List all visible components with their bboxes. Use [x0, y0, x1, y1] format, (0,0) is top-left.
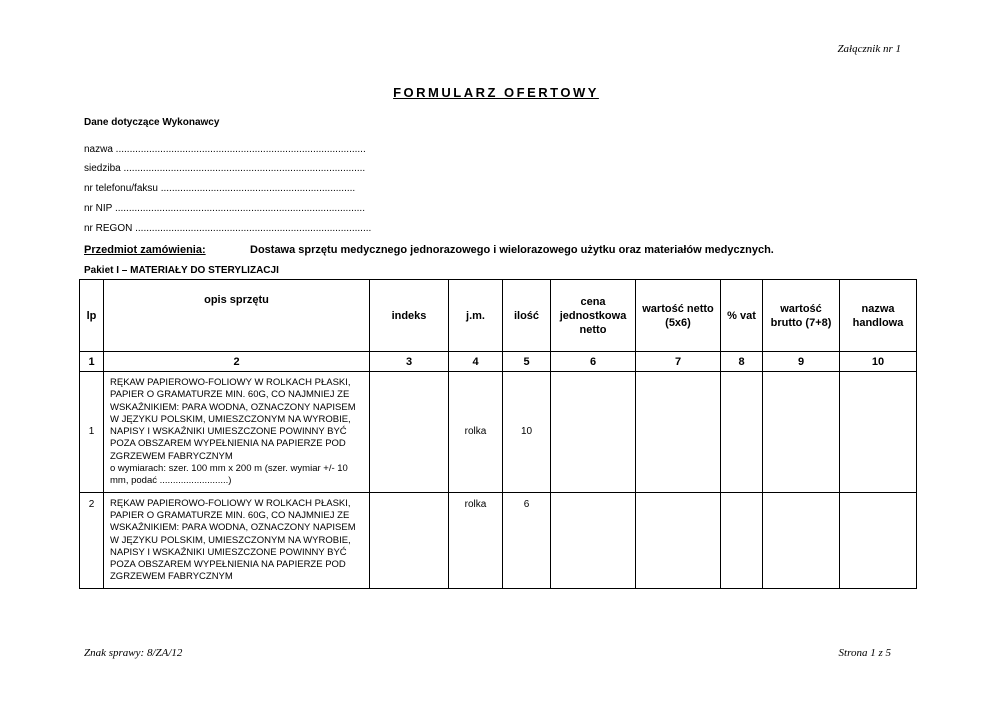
row-trade-name-cell[interactable]: [840, 372, 917, 493]
field-name[interactable]: nazwa ..........................................................................................: [84, 144, 366, 155]
column-number: 6: [551, 352, 636, 372]
row-unit: rolka: [449, 492, 503, 588]
page-number: Strona 1 z 5: [838, 647, 891, 659]
table-row: [80, 492, 917, 588]
field-phone-fax[interactable]: nr telefonu/faksu ......................................................................: [84, 183, 356, 194]
field-nip[interactable]: nr NIP ..........................................................................................: [84, 203, 365, 214]
row-unit: rolka: [449, 372, 503, 493]
column-number: 3: [370, 352, 449, 372]
header-vat: % vat: [721, 280, 763, 352]
header-unit: j.m.: [449, 280, 503, 352]
row-unit-price-cell[interactable]: [551, 492, 636, 588]
column-number: 9: [763, 352, 840, 372]
header-net-value: wartość netto (5x6): [636, 280, 721, 352]
column-number: 8: [721, 352, 763, 372]
row-description: [104, 372, 370, 493]
column-number: 5: [503, 352, 551, 372]
row-unit-price-cell[interactable]: [551, 372, 636, 493]
table-header-row: [80, 280, 917, 352]
page-title-text: FORMULARZ OFERTOWY: [393, 85, 599, 100]
row-index-cell[interactable]: [370, 492, 449, 588]
package-heading: Pakiet I – MATERIAŁY DO STERYLIZACJI: [84, 265, 279, 276]
header-index: indeks: [370, 280, 449, 352]
annex-label: Załącznik nr 1: [837, 43, 901, 55]
page-title: [0, 85, 992, 100]
header-description: opis sprzętu: [104, 280, 370, 352]
field-regon[interactable]: nr REGON .....................................................................................: [84, 223, 372, 234]
row-trade-name-cell[interactable]: [840, 492, 917, 588]
column-number: 1: [80, 352, 104, 372]
header-trade-name: nazwa handlowa: [840, 280, 917, 352]
row-gross-value-cell[interactable]: [763, 372, 840, 493]
row-net-value-cell[interactable]: [636, 492, 721, 588]
order-subject-value: Dostawa sprzętu medycznego jednorazowego i wielorazowego użytku oraz materiałów medycznych.: [250, 244, 774, 256]
column-number: 2: [104, 352, 370, 372]
row-lp: 2: [80, 492, 104, 588]
row-vat-cell[interactable]: [721, 492, 763, 588]
column-number: 7: [636, 352, 721, 372]
column-number: 4: [449, 352, 503, 372]
row-index-cell[interactable]: [370, 372, 449, 493]
row-description-text: RĘKAW PAPIEROWO-FOLIOWY W ROLKACH PŁASKI, PAPIER O GRAMATURZE MIN. 60G, CO NAJMNIEJ ZE WSKAŹNIKIEM: PARA WODNA, OZNACZONY NAPISEM W JĘZYKU POLSKIM, UMIESZCZONYM NA WYROBIE, NAPISY I WSKAŹNIKI UMIESZCZONE POWINNY BYĆ POZA OBSZAREM WYPEŁNIENIA NA PAPIERZE POD ZGRZEWEM FABRYCZNYM: [110, 497, 356, 583]
case-number: Znak sprawy: 8/ZA/12: [84, 647, 183, 659]
header-unit-price: cena jednostkowa netto: [551, 280, 636, 352]
row-quantity: 6: [503, 492, 551, 588]
header-lp: lp: [80, 280, 104, 352]
field-address[interactable]: siedziba .......................................................................................: [84, 163, 366, 174]
row-net-value-cell[interactable]: [636, 372, 721, 493]
header-gross-value: wartość brutto (7+8): [763, 280, 840, 352]
row-description: [104, 492, 370, 588]
row-gross-value-cell[interactable]: [763, 492, 840, 588]
column-numbers-row: [80, 352, 917, 372]
table-row: [80, 372, 917, 493]
row-lp: 1: [80, 372, 104, 493]
order-subject: [84, 244, 774, 256]
header-quantity: ilość: [503, 280, 551, 352]
column-number: 10: [840, 352, 917, 372]
row-vat-cell[interactable]: [721, 372, 763, 493]
offer-table: [79, 279, 917, 589]
row-description-dimensions: o wymiarach: szer. 100 mm x 200 m (szer. wymiar +/- 10 mm, podać ..........................): [110, 463, 348, 487]
order-subject-label: Przedmiot zamówienia:: [84, 244, 206, 256]
row-description-text: RĘKAW PAPIEROWO-FOLIOWY W ROLKACH PŁASKI, PAPIER O GRAMATURZE MIN. 60G, CO NAJMNIEJ ZE WSKAŹNIKIEM: PARA WODNA, OZNACZONY NAPISEM W JĘZYKU POLSKIM, UMIESZCZONYM NA WYROBIE, NAPISY I WSKAŹNIKI UMIESZCZONE POWINNY BYĆ POZA OBSZAREM WYPEŁNIENIA NA PAPIERZE POD ZGRZEWEM FABRYCZNYM: [110, 377, 356, 462]
contractor-heading: Dane dotyczące Wykonawcy: [84, 117, 220, 128]
row-quantity: 10: [503, 372, 551, 493]
